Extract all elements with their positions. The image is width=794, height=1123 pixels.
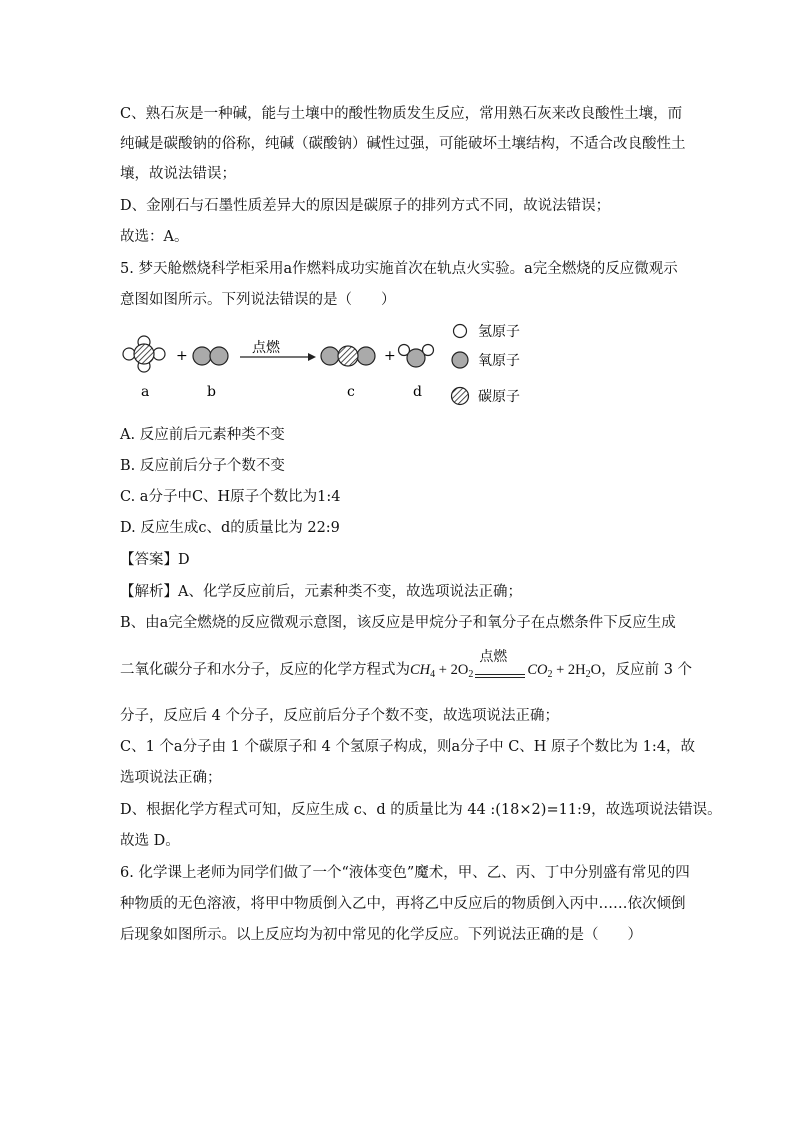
label-d: d [413, 384, 422, 400]
analysis-b: 分子，反应后 4 个分子，反应前后分子个数不变，故选项说法正确； [120, 708, 559, 724]
eq-sub: 2 [585, 669, 591, 680]
text-line: C、熟石灰是一种碱，能与土壤中的酸性物质发生反应，常用熟石灰来改良酸性土壤，而 [120, 106, 683, 122]
legend-hydrogen-symbol [454, 325, 467, 338]
equation-prefix: 二氧化碳分子和水分子，反应的化学方程式为 [120, 662, 410, 678]
legend-carbon-symbol [452, 388, 469, 405]
legend [452, 324, 521, 405]
eq-sub: 2 [468, 669, 474, 680]
eq-ch: CH [410, 662, 431, 678]
eq-condition: 点燃 [479, 649, 508, 665]
analysis-b-equation-line [120, 649, 693, 685]
answer: 【答案】D [120, 552, 190, 568]
molecule-d [399, 345, 434, 368]
option-c: C. a分子中C、H原子个数比为1:4 [120, 489, 341, 505]
question-5-stem: 5. 梦天舱燃烧科学柜采用a作燃料成功实施首次在轨点火实验。a完全燃烧的反应微观示 [120, 261, 678, 277]
eq-o: O [590, 662, 602, 678]
analysis-b: B、由a完全燃烧的反应微观示意图，该反应是甲烷分子和氧分子在点燃条件下反应生成 [120, 615, 676, 631]
molecule-a [123, 336, 165, 372]
arrow-condition: 点燃 [252, 340, 280, 356]
question-6-stem: 6. 化学课上老师为同学们做了一个“液体变色”魔术，甲、乙、丙、丁中分别盛有常见的四 [120, 865, 690, 881]
eq-h2o: + 2H [552, 662, 586, 678]
arrow-head [308, 353, 316, 361]
plus-sign: + [176, 348, 188, 364]
molecule-c [321, 346, 375, 366]
analysis-c: 选项说法正确； [120, 770, 222, 786]
option-b: B. 反应前后分子个数不变 [120, 458, 285, 474]
question-6-stem: 后现象如图所示。以上反应均为初中常见的化学反应。下列说法正确的是（ ） [120, 927, 642, 943]
eq-sub: 2 [547, 669, 553, 680]
reaction-diagram [110, 316, 550, 416]
question-5-stem: 意图如图所示。下列说法错误的是（ ） [120, 292, 396, 308]
eq-o2: + 2O [435, 662, 469, 678]
text-line: 壤，故说法错误； [120, 166, 236, 182]
analysis-a: 【解析】A、化学反应前后，元素种类不变，故选项说法正确； [120, 584, 522, 600]
chemical-equation [410, 649, 602, 680]
text-line: 纯碱是碳酸钠的俗称，纯碱（碳酸钠）碱性过强，可能破坏土壤结构，不适合改良酸性土 [120, 136, 686, 152]
equation-suffix: ，反应前 3 个 [601, 662, 693, 678]
legend-oxygen-symbol [452, 352, 468, 368]
legend-hydrogen-label: 氢原子 [478, 324, 520, 340]
text-line: D、金刚石与石墨性质差异大的原因是碳原子的排列方式不同，故说法错误； [120, 198, 611, 214]
text-line: 故选：A。 [120, 229, 189, 245]
label-a: a [141, 384, 150, 400]
option-a: A. 反应前后元素种类不变 [120, 427, 285, 443]
analysis-d: 故选 D。 [120, 833, 180, 849]
eq-double-line [475, 674, 525, 678]
legend-carbon-label: 碳原子 [478, 389, 520, 405]
analysis-c: C、1 个a分子由 1 个碳原子和 4 个氢原子构成，则a分子中 C、H 原子个数比为 1:4，故 [120, 739, 696, 755]
eq-co: CO [527, 662, 548, 678]
plus-sign: + [384, 348, 396, 364]
question-6-stem: 种物质的无色溶液，将甲中物质倒入乙中，再将乙中反应后的物质倒入丙中……依次倾倒 [120, 896, 686, 912]
label-b: b [207, 384, 216, 400]
molecule-b [193, 347, 228, 365]
option-d: D. 反应生成c、d的质量比为 22:9 [120, 520, 340, 536]
analysis-d: D、根据化学方程式可知，反应生成 c、d 的质量比为 44 :(18×2)=11:9，故选项说法错误。 [120, 802, 722, 818]
label-c: c [347, 384, 355, 400]
eq-arrow [473, 649, 527, 685]
eq-sub: 4 [430, 669, 436, 680]
legend-oxygen-label: 氧原子 [478, 353, 520, 369]
